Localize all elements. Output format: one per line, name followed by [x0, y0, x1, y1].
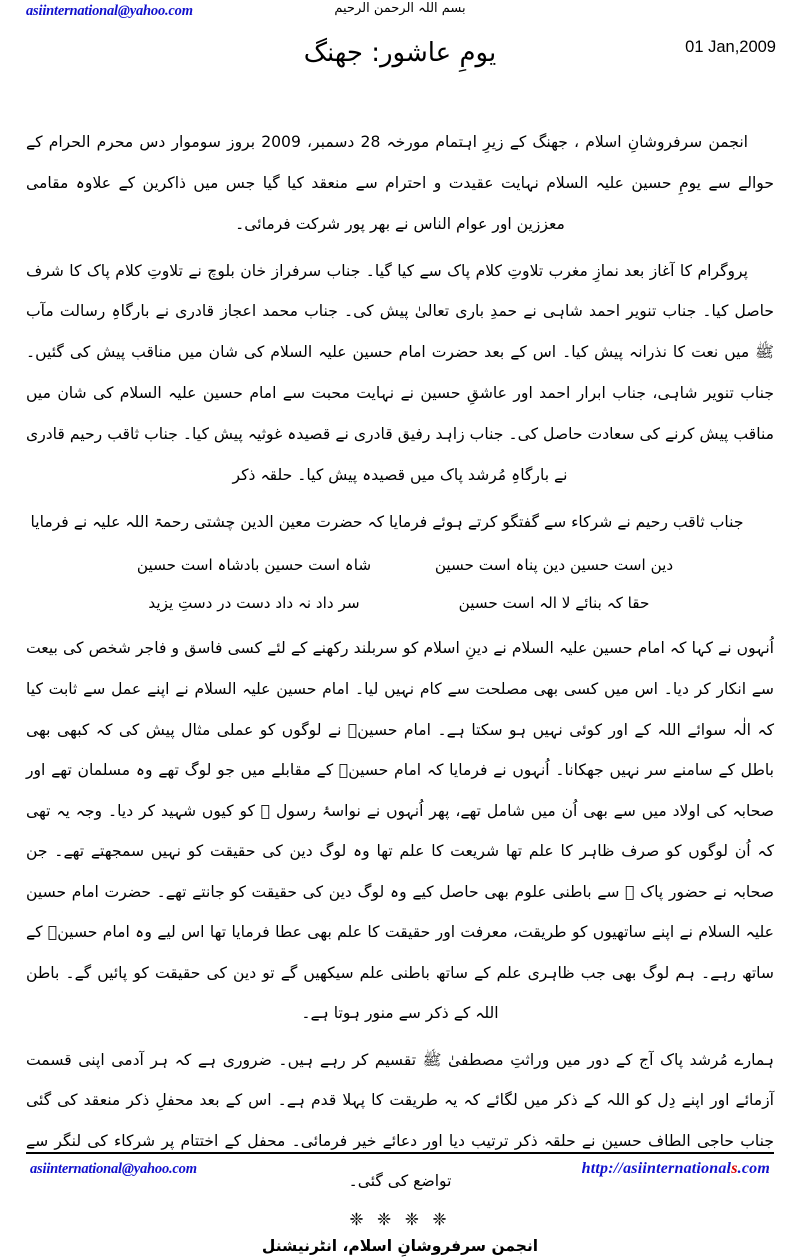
document-body: [0, 122, 800, 1258]
footer-divider: [26, 1152, 774, 1154]
diamond-star-icon: ❈: [377, 1209, 396, 1230]
couplet-hemistich-right: سر داد نہ داد دست در دستِ یزید: [148, 594, 360, 613]
document-footer: [0, 1152, 800, 1178]
paragraph-speaker-intro: جناب ثاقب رحیم نے شرکاء سے گفتگو کرتے ہوئے فرمایا کہ حضرت معین الدین چشتی رحمۃ اللہ علیہ نے فرمایا: [30, 512, 744, 531]
ornament-divider: [26, 1209, 774, 1230]
couplet-hemistich-right: شاہ است حسین بادشاہ است حسین: [136, 556, 372, 575]
page-title: یومِ عاشور: جھنگ: [303, 38, 497, 68]
organization-name: انجمن سرفروشانِ اسلام، انٹرنیشنل: [261, 1236, 539, 1255]
footer-url-highlight: s: [731, 1160, 738, 1177]
header-email-address[interactable]: asiinternational@yahoo.com: [26, 3, 193, 19]
bismillah-line: بسم اللہ الرحمن الرحیم: [334, 1, 466, 16]
paragraph-main-speech: اُنہوں نے کہا کہ امام حسین علیہ السلام نے دینِ اسلام کو سربلند رکھنے کے لئے کسی فاسق و فاجر شخص کی بیعت سے انکار کر دیا۔ اس میں کسی بھی مصلحت سے کام نہیں لیا۔ امام حسین علیہ السلام نے اپنے عمل سے ثابت کیا کہ الٰہ سوائے اللہ کے اور کوئی نہیں ہو سکتا ہے۔ امام حسینؓ نے لوگوں کو عملی مثال پیش کی کہ کبھی بھی باطل کے سامنے سر نہیں جھکانا۔ اُنہوں نے فرمایا کہ امام حسینؓ کے مقابلے میں جو لوگ تھے وہ مسلمان تھے اور صحابہ کی اولاد میں سے بھی اُن میں شامل تھے، پھر اُنہوں نے نواسۂ رسول ﷺ کو کیوں شہید کر دیا۔ وجہ یہ تھی کہ اُن لوگوں کو صرف ظاہر کا علم تھا شریعت کا علم تھا وہ لوگ دین کی حقیقت کو نہیں سمجھتے تھے۔ جن صحابہ نے حضور پاک ﷺ سے باطنی علوم بھی حاصل کیے وہ لوگ دین کی حقیقت کو جانتے تھے۔ حضرت امام حسین علیہ السلام نے اپنے ساتھیوں کو طریقت، معرفت اور حقیقت کا علم بھی عطا فرمایا تھا اس لیے وہ امام حسینؓ کے ساتھ رہے۔ ہم لوگ بھی جب ظاہری علم کے ساتھ باطنی علم سیکھیں گے تو دین کی حقیقت کو پائیں گے۔ باطن اللہ کے ذکر سے منور ہوتا ہے۔: [26, 639, 774, 1023]
footer-website-url[interactable]: [582, 1160, 770, 1178]
footer-url-prefix: http://asiinternational: [581, 1160, 732, 1177]
paragraph-closing: ہمارے مُرشد پاک آج کے دور میں وراثتِ مصطفیٰ ﷺ تقسیم کر رہے ہیں۔ ضروری ہے کہ ہر آدمی اپنی قسمت آزمائے اور اپنے دِل کو اللہ کے ذکر میں لگائے کہ یہ طریقت کا پہلا قدم ہے۔ اس کے بعد محفلِ ذکر منعقد کی گئی جناب حاجی الطاف حسین نے حلقہ ذکر ترتیب دیا اور دعائے خیر فرمائی۔ محفل کے اختتام پر شرکاء کی لنگر سے تواضع کی گئی۔: [26, 1050, 774, 1191]
couplet-hemistich-left: حقا کہ بنائے لا الہ است حسین: [458, 594, 650, 613]
paragraph-intro: انجمن سرفروشانِ اسلام ، جھنگ کے زیرِ اہتمام مورخہ 28 دسمبر، 2009 بروز سوموار دس محرم الحرام کے حوالے سے یومِ حسین علیہ السلام نہایت عقیدت و احترام سے منعقد کیا گیا جس میں ذاکرین کے علاوہ مقامی معززین اور عوام الناس نے بھر پور شرکت فرمائی۔: [26, 133, 774, 233]
diamond-star-icon: ❈: [432, 1209, 451, 1230]
footer-url-suffix: .com: [737, 1160, 770, 1177]
couplet-row: [26, 584, 774, 622]
paragraph-program: پروگرام کا آغاز بعد نمازِ مغرب تلاوتِ کلام پاک سے کیا گیا۔ جناب سرفراز خان بلوچ نے تلاوتِ کلام پاک کا شرف حاصل کیا۔ جناب تنویر احمد شاہی نے حمدِ باری تعالیٰ پیش کی۔ جناب محمد اعجاز قادری نے بارگاہِ رسالت مآب ﷺ میں نعت کا نذرانہ پیش کیا۔ اس کے بعد حضرت امام حسین علیہ السلام کی شان میں مناقب پیش کی گئیں۔ جناب تنویر شاہی، جناب ابرار احمد اور عاشقِ حسین نے نہایت محبت سے امام حسین علیہ السلام کی شان میں مناقب پیش کرنے کی سعادت حاصل کی۔ جناب زاہد رفیق قادری نے قصیدہ غوثیہ پیش کیا۔ جناب ثاقب رحیم قادری نے بارگاہِ مُرشد پاک میں قصیدہ پیش کیا۔ حلقہ ذکر: [26, 261, 774, 484]
diamond-star-icon: ❈: [349, 1209, 368, 1230]
document-header: [0, 0, 800, 108]
diamond-star-icon: ❈: [404, 1209, 423, 1230]
couplet-row: [26, 546, 774, 584]
footer-row: [0, 1160, 800, 1178]
footer-email-address[interactable]: asiinternational@yahoo.com: [30, 1161, 197, 1177]
document-date: 01 Jan,2009: [685, 38, 776, 56]
couplet-block: [26, 546, 774, 622]
couplet-hemistich-left: دین است حسین دین پناہ است حسین: [434, 556, 674, 575]
